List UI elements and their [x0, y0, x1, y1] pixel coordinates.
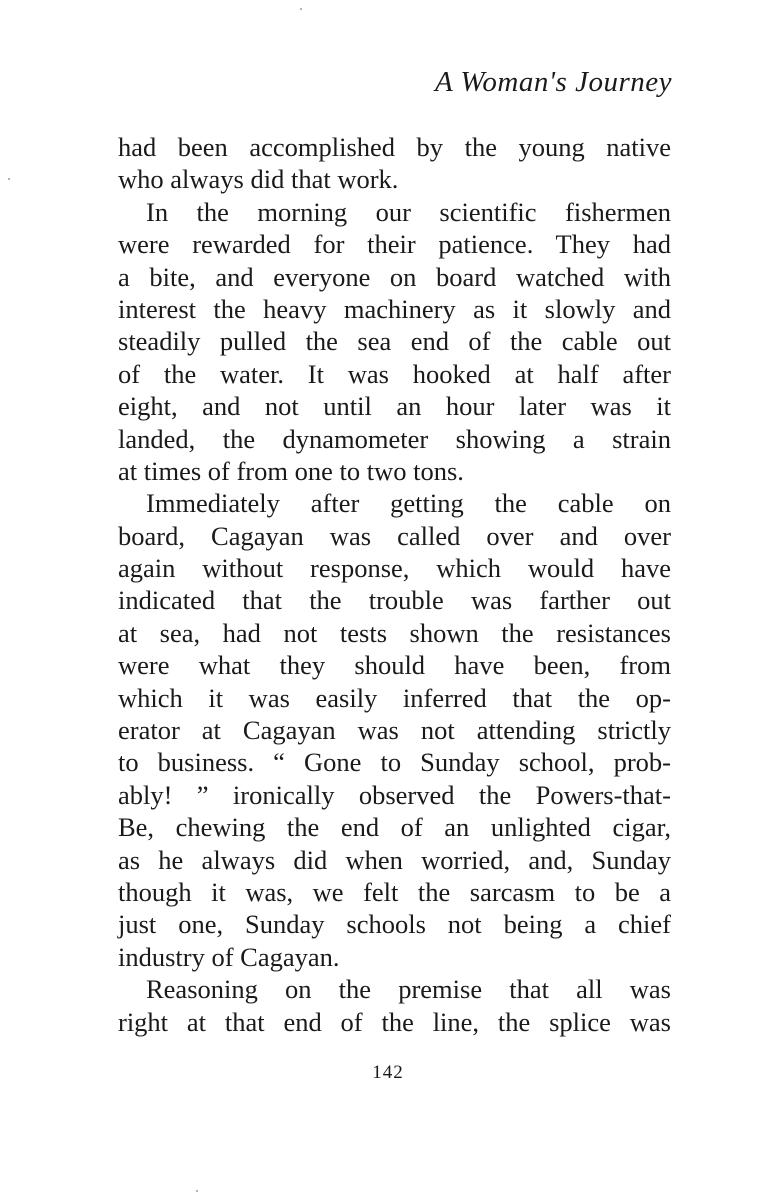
text-line: In the morning our scientific fishermen	[146, 196, 671, 227]
running-head: A Woman's Journey	[434, 66, 672, 98]
text-line: erator at Cagayan was not attending strictly	[118, 715, 671, 746]
text-line: at sea, had not tests shown the resistances	[118, 617, 671, 648]
text-line: though it was, we felt the sarcasm to be a	[118, 876, 671, 907]
text-line: Immediately after getting the cable on	[146, 488, 671, 519]
paper-speck	[300, 8, 302, 10]
text-line: which it was easily inferred that the op-	[118, 682, 671, 713]
text-line: ably! ” ironically observed the Powers-that-	[118, 779, 671, 810]
text-line: eight, and not until an hour later was it	[118, 391, 671, 422]
paper-speck	[8, 178, 10, 180]
text-line: again without response, which would have	[118, 553, 671, 584]
text-line: were rewarded for their patience. They had	[118, 229, 671, 260]
body-text	[118, 131, 671, 1038]
text-line: were what they should have been, from	[118, 650, 671, 681]
text-line: as he always did when worried, and, Sunday	[118, 844, 671, 875]
paper-speck	[196, 1190, 198, 1192]
text-line: steadily pulled the sea end of the cable out	[118, 326, 671, 357]
text-line: interest the heavy machinery as it slowly and	[118, 293, 671, 324]
text-line: Be, chewing the end of an unlighted cigar,	[118, 812, 671, 843]
text-line: indicated that the trouble was farther out	[118, 585, 671, 616]
text-line: who always did that work.	[118, 164, 399, 195]
text-line: a bite, and everyone on board watched with	[118, 261, 671, 292]
text-line: landed, the dynamometer showing a strain	[118, 423, 671, 454]
text-line: of the water. It was hooked at half after	[118, 358, 671, 389]
text-line: industry of Cagayan.	[118, 941, 340, 972]
text-line: Reasoning on the premise that all was	[146, 974, 671, 1005]
text-line: had been accomplished by the young native	[118, 132, 671, 162]
text-line: at times of from one to two tons.	[118, 455, 464, 486]
text-line: just one, Sunday schools not being a chief	[118, 909, 671, 940]
text-line: board, Cagayan was called over and over	[118, 520, 671, 551]
page-number: 142	[372, 1062, 404, 1083]
text-line: to business. “ Gone to Sunday school, prob-	[118, 747, 671, 778]
text-line: right at that end of the line, the splice was	[118, 1006, 671, 1037]
